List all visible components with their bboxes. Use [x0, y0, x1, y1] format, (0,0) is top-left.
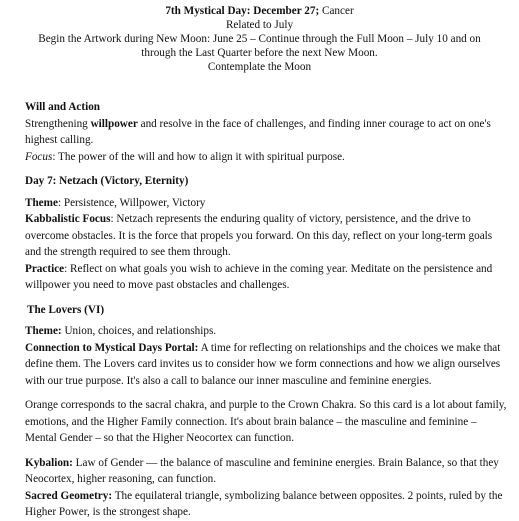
netzach-section — [25, 173, 509, 294]
netzach-kabbalistic-focus: Kabbalistic Focus: Netzach represents the enduring quality of victory, persistence, and the drive to overcome obstacles. It is the force that propels you forward. On this day, reflect on your long-term goals and the strength required to see them through. — [25, 213, 493, 258]
willpower-term: willpower — [90, 117, 138, 130]
netzach-practice: Practice: Reflect on what goals you wish to achieve in the coming year. Meditate on the persistence and willpower you need to move past obstacles and challenges. — [25, 262, 493, 291]
netzach-heading: Day 7: Netzach (Victory, Eternity) — [25, 175, 189, 187]
lovers-sacred-geometry: Sacred Geometry: The equilateral triangle, symbolizing balance between opposites. 2 points, ruled by the Higher Power, is the strongest shape. — [25, 489, 503, 518]
practice-label: Practice — [25, 262, 65, 275]
lovers-section — [25, 302, 509, 521]
lovers-portal-connection: Connection to Mystical Days Portal: A time for reflecting on relationships and the choices we make that define them. The Lovers card invites us to consider how we form connections and how we align ourselves with our true purpose. It's also a call to balance our inner masculine and feminine energies. — [25, 341, 501, 387]
lovers-heading: The Lovers (VI) — [27, 303, 105, 316]
day-title — [10, 4, 509, 18]
artwork-schedule-line1: Begin the Artwork during New Moon: June 25 – Continue through the Full Moon – July 10 and on — [38, 33, 481, 45]
will-paragraph: Strengthening willpower and resolve in the face of challenges, and finding inner courage to act on one's highest calling. — [25, 117, 491, 146]
lovers-theme-label: Theme: — [25, 325, 62, 337]
related-month: Related to July — [225, 19, 294, 31]
kybalion-label: Kybalion: — [25, 456, 73, 469]
day-title-sign: Cancer — [319, 5, 354, 17]
day-header — [10, 4, 509, 74]
day-title-date: 7th Mystical Day: December 27; — [165, 5, 320, 17]
kabbalistic-focus-label: Kabbalistic Focus — [25, 213, 111, 225]
sacred-geometry-label: Sacred Geometry: — [25, 489, 113, 502]
lovers-theme: Theme: Union, choices, and relationships. — [25, 325, 217, 337]
will-section — [25, 99, 509, 165]
will-focus: Focus: The power of the will and how to align it with spiritual purpose. — [25, 150, 345, 163]
lovers-orange-paragraph: Orange corresponds to the sacral chakra, and purple to the Crown Chakra. So this card is a lot about family, emotions, and the Higher Family connection. It's about brain balance – the masculine and feminine – Mental Gender – so that the Higher Neocortex can function. — [25, 399, 507, 444]
will-heading: Will and Action — [25, 101, 101, 113]
netzach-theme: Theme: Persistence, Willpower, Victory — [25, 196, 206, 209]
lovers-kybalion: Kybalion: Law of Gender — the balance of masculine and feminine energies. Brain Balance, so that they Neocortex, higher reasoning, can function. — [25, 456, 499, 485]
portal-label: Connection to Mystical Days Portal: — [25, 341, 199, 354]
artwork-schedule-line2: through the Last Quarter before the next New Moon. — [141, 47, 378, 59]
contemplation-line: Contemplate the Moon — [207, 61, 312, 73]
theme-label: Theme — [25, 196, 58, 209]
focus-label: Focus — [25, 150, 53, 163]
